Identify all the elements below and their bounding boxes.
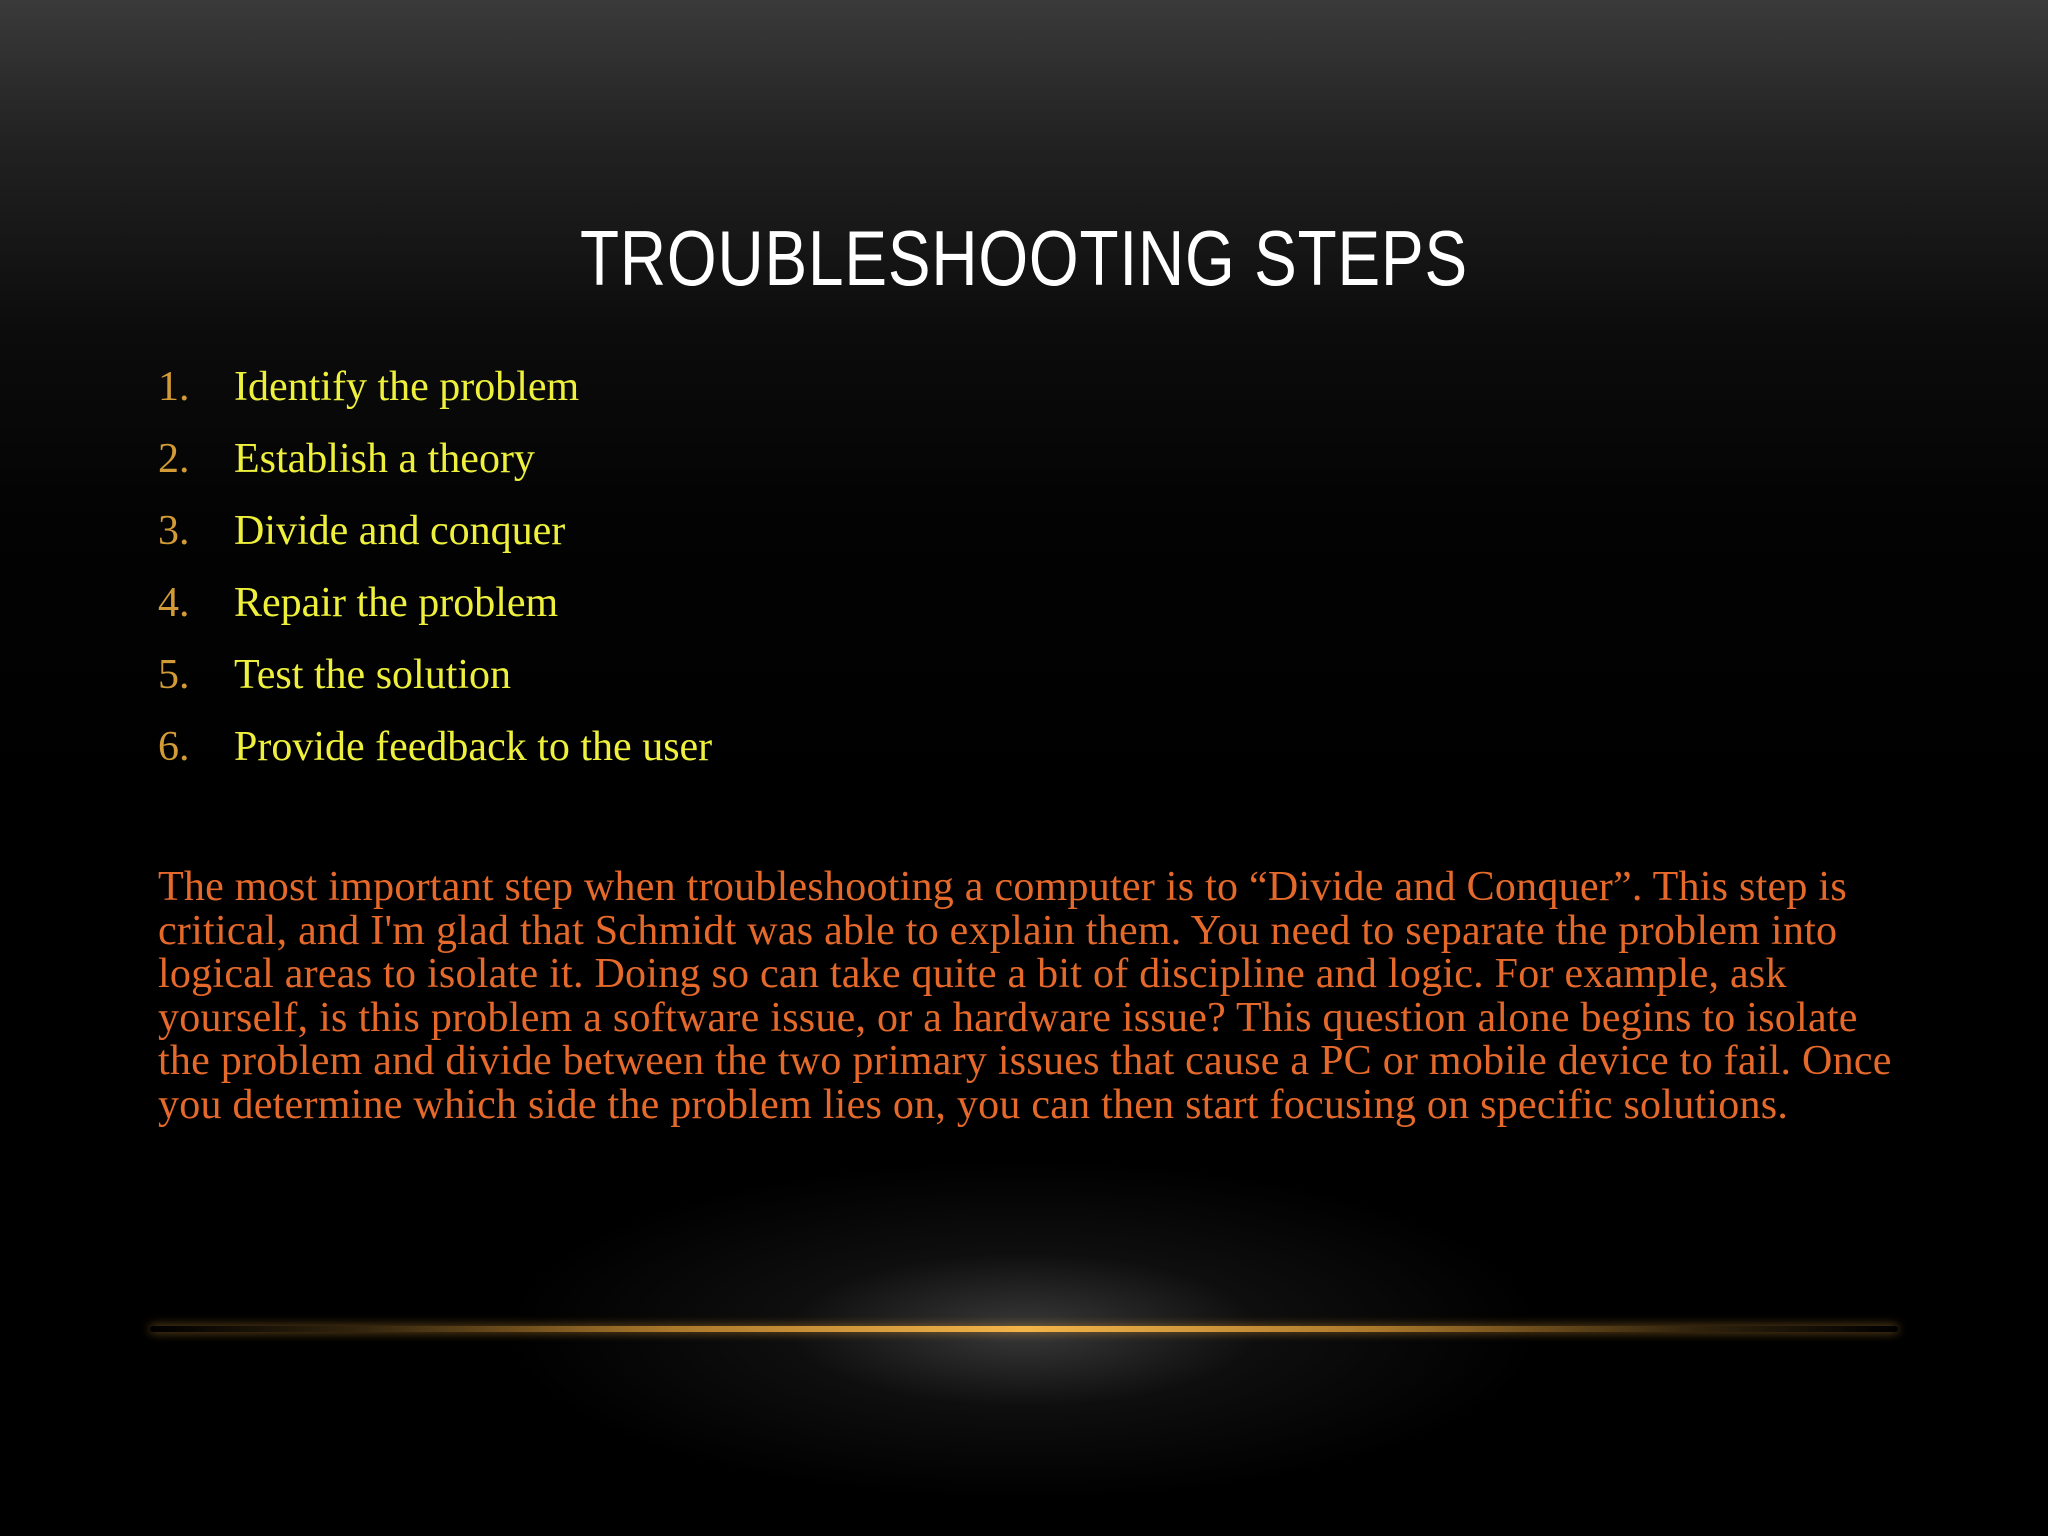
step-text: Repair the problem (234, 580, 559, 626)
step-number: 5. (158, 652, 190, 698)
list-item (158, 504, 712, 576)
list-item (158, 720, 712, 792)
step-text: Provide feedback to the user (234, 724, 713, 770)
step-number: 6. (158, 724, 190, 770)
step-number: 4. (158, 580, 190, 626)
step-number: 2. (158, 436, 190, 482)
list-item (158, 648, 712, 720)
step-text: Test the solution (234, 652, 512, 698)
steps-list (158, 360, 712, 792)
step-number: 1. (158, 364, 190, 410)
accent-glow-line (150, 1326, 1898, 1332)
step-text: Divide and conquer (234, 508, 566, 554)
slide-title: TROUBLESHOOTING STEPS (580, 214, 1468, 302)
body-paragraph: The most important step when troubleshooting a computer is to “Divide and Conquer”. This step is critical, and I'm glad that Schmidt was able to explain them. You need to separate the problem into logical areas to isolate it. Doing so can take quite a bit of discipline and logic. For example, ask yourself, is this problem a software issue, or a hardware issue? This question alone begins to isolate the problem and divide between the two primary issues that cause a PC or mobile device to fail. Once you determine which side the problem lies on, you can then start focusing on specific solutions. (158, 864, 1892, 1128)
step-number: 3. (158, 508, 190, 554)
list-item (158, 432, 712, 504)
step-text: Establish a theory (234, 436, 535, 482)
step-text: Identify the problem (234, 364, 580, 410)
list-item (158, 360, 712, 432)
list-item (158, 576, 712, 648)
